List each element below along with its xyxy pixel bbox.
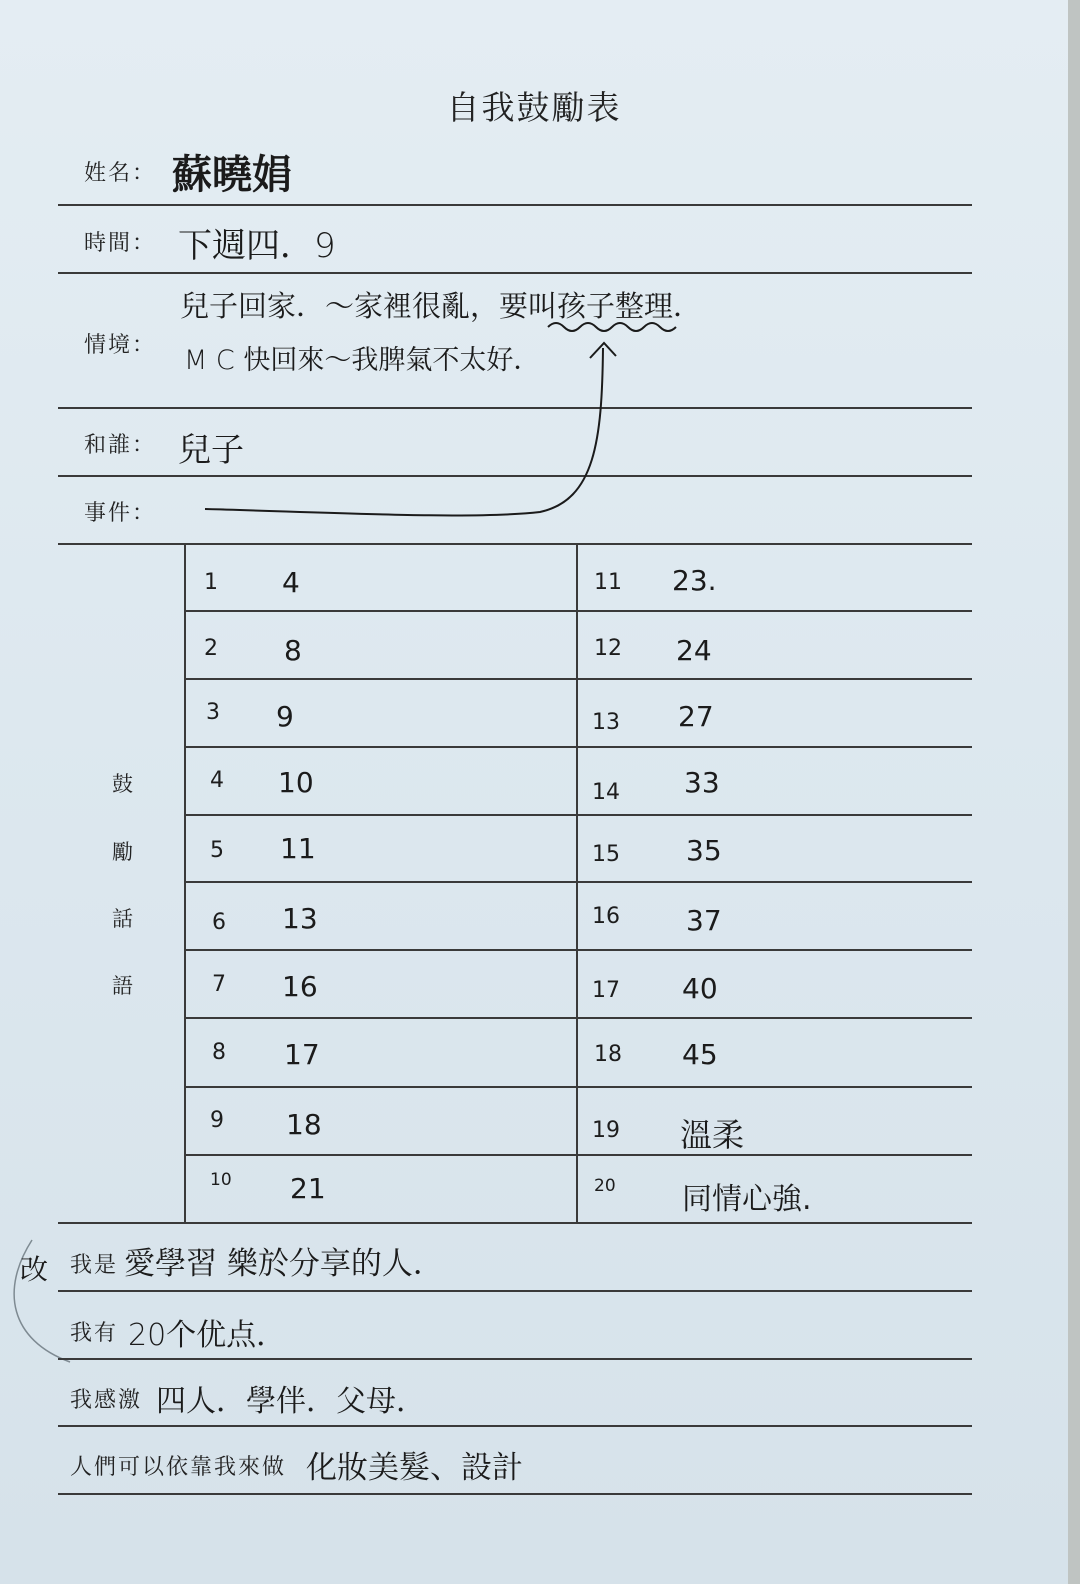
- row-value: 溫柔: [680, 1116, 745, 1154]
- correction-mark: 改: [20, 1253, 49, 1286]
- statement-1-value: 愛學習 樂於分享的人．: [124, 1246, 444, 1282]
- row-value: 45: [682, 1038, 718, 1071]
- statement-4-label: 人們可以依靠我來做: [70, 1455, 287, 1480]
- row-value: 27: [678, 700, 714, 733]
- statement-3-label: 我感激: [70, 1388, 143, 1413]
- who-label: 和誰：: [84, 433, 157, 458]
- section-char-1: 鼓: [112, 772, 133, 796]
- name-label: 姓名：: [84, 161, 157, 186]
- row-value: 40: [682, 972, 718, 1005]
- situation-line-1: 兒子回家．～家裡很亂，要叫孩子整理．: [180, 289, 703, 323]
- grid-row-line: [184, 1017, 972, 1019]
- row-number: 16: [592, 904, 620, 929]
- situation-label: 情境：: [84, 333, 157, 358]
- grid-row-line: [184, 949, 972, 951]
- row-number: 8: [212, 1040, 226, 1065]
- rule-statement-4: [58, 1493, 972, 1495]
- name-value: 蘇曉娟: [172, 152, 292, 198]
- row-value: 16: [282, 970, 318, 1003]
- row-number: 1: [204, 570, 218, 595]
- row-value: 同情心強.: [682, 1182, 812, 1217]
- row-value: 4: [282, 566, 300, 599]
- grid-row-line: [184, 610, 972, 612]
- row-value: 37: [686, 904, 722, 937]
- section-char-3: 話: [112, 907, 133, 931]
- row-number: 6: [212, 910, 226, 935]
- row-number: 20: [594, 1176, 616, 1196]
- rule-statement-1: [58, 1290, 972, 1292]
- row-value: 23.: [672, 564, 717, 597]
- grid-row-line: [184, 1154, 972, 1156]
- rule-statement-2: [58, 1358, 972, 1360]
- row-value: 21: [290, 1172, 326, 1205]
- row-value: 10: [278, 766, 314, 799]
- row-value: 35: [686, 834, 722, 867]
- background-table-edge: [1068, 0, 1080, 1584]
- row-number: 5: [210, 838, 224, 863]
- situation-line-2: M C 快回來～我脾氣不太好．: [184, 345, 541, 376]
- section-char-2: 勵: [112, 840, 133, 864]
- time-label: 時間：: [84, 231, 157, 256]
- row-value: 9: [276, 700, 294, 733]
- statement-3-value: 四人．學伴．父母．: [156, 1384, 426, 1419]
- row-value: 17: [284, 1038, 320, 1071]
- time-value: 下週四．9: [178, 226, 336, 266]
- event-label: 事件：: [84, 501, 157, 526]
- section-char-4: 語: [112, 974, 133, 998]
- statement-4-value: 化妝美髮、設計: [306, 1450, 523, 1486]
- worksheet-title: 自我鼓勵表: [446, 88, 622, 127]
- row-number: 14: [592, 780, 620, 805]
- statement-2-value: 20个优点．: [128, 1318, 287, 1353]
- grid-row-line: [184, 678, 972, 680]
- row-number: 11: [594, 570, 622, 595]
- row-value: 13: [282, 902, 318, 935]
- statement-2-label: 我有: [70, 1321, 119, 1346]
- statement-1-label: 我是: [70, 1253, 119, 1278]
- row-number: 12: [594, 636, 622, 661]
- grid-row-line: [184, 1086, 972, 1088]
- row-value: 33: [684, 766, 720, 799]
- who-value: 兒子: [178, 430, 244, 469]
- row-number: 18: [594, 1042, 622, 1067]
- row-number: 3: [206, 700, 220, 725]
- rule-statement-3: [58, 1425, 972, 1427]
- row-number: 9: [210, 1108, 224, 1133]
- row-number: 10: [210, 1170, 232, 1190]
- row-number: 19: [592, 1118, 620, 1143]
- grid-row-line: [184, 746, 972, 748]
- row-number: 2: [204, 636, 218, 661]
- row-number: 4: [210, 768, 224, 793]
- row-value: 24: [676, 634, 712, 667]
- grid-row-line: [184, 881, 972, 883]
- row-value: 8: [284, 634, 302, 667]
- row-value: 18: [286, 1108, 322, 1141]
- row-number: 17: [592, 978, 620, 1003]
- row-number: 7: [212, 972, 226, 997]
- row-number: 15: [592, 842, 620, 867]
- grid-row-line: [184, 814, 972, 816]
- rule-grid-bottom: [58, 1222, 972, 1224]
- row-number: 13: [592, 710, 620, 735]
- row-value: 11: [280, 832, 316, 865]
